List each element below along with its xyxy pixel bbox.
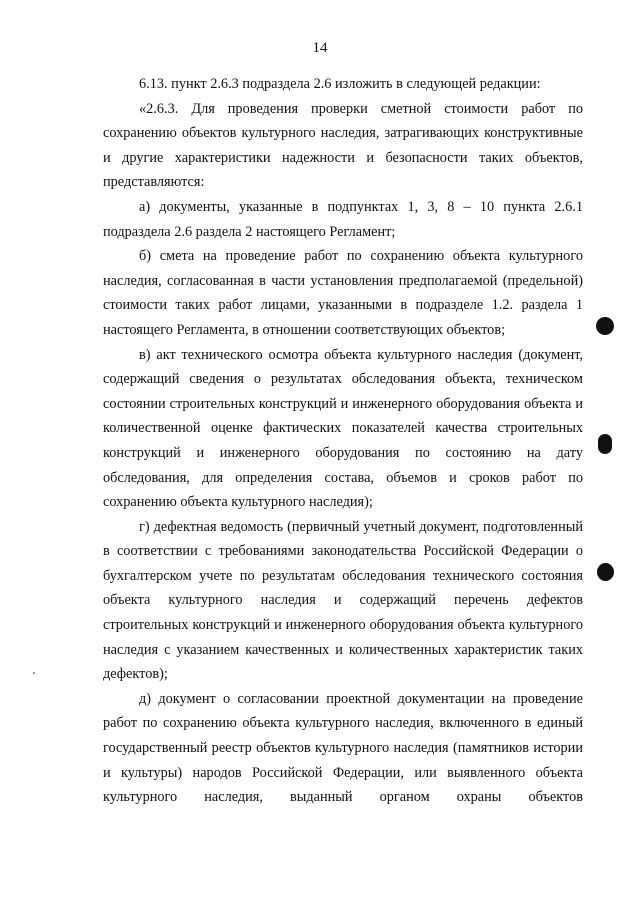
- binder-hole-middle: [598, 434, 612, 454]
- paragraph-item-g: г) дефектная ведомость (первичный учетный документ, подготовленный в соответствии с требованиями законодательства Российской Федерации о бухгалтерском учете по результатам обследования технического состояния объекта культурного наследия и содержащий перечень дефектов строительных конструкций и инженерного оборудования объекта культурного наследия с указанием качественных и количественных характеристик таких дефектов);: [103, 518, 583, 683]
- document-body: [103, 72, 583, 810]
- paragraph-item-a: а) документы, указанные в подпунктах 1, 3, 8 – 10 пункта 2.6.1 подраздела 2.6 раздела 2 настоящего Регламент;: [103, 198, 583, 240]
- paragraph-2-6-3: «2.6.3. Для проведения проверки сметной стоимости работ по сохранению объектов культурного наследия, затрагивающих конструктивные и другие характеристики надежности и безопасности таких объектов, представляются:: [103, 100, 583, 191]
- binder-hole-bottom: [597, 563, 614, 581]
- page-number: 14: [312, 40, 328, 56]
- paragraph-item-v: в) акт технического осмотра объекта культурного наследия (документ, содержащий сведения о результатах обследования объекта, техническом состоянии строительных конструкций и инженерного оборудования объекта и количественной оценке фактических показателей качества строительных конструкций и инженерного оборудования по состоянию на дату обследования, для определения состава, объемов и сроков работ по сохранению объекта культурного наследия);: [103, 346, 583, 511]
- paragraph-item-d: д) документ о согласовании проектной документации на проведение работ по сохранению объекта культурного наследия, включенного в единый государственный реестр объектов культурного наследия (памятников истории и культуры) народов Российской Федерации, или выявленного объекта культурного наследия, выданный органом охраны объектов: [103, 690, 583, 806]
- binder-hole-top: [596, 317, 614, 335]
- paragraph-amendment-intro: 6.13. пункт 2.6.3 подраздела 2.6 изложить в следующей редакции:: [139, 76, 541, 92]
- scan-speck: [33, 672, 35, 674]
- paragraph-item-b: б) смета на проведение работ по сохранению объекта культурного наследия, согласованная в части установления предполагаемой (предельной) стоимости таких работ лицами, указанными в подразделе 1.2. раздела 1 настоящего Регламента, в отношении соответствующих объектов;: [103, 248, 583, 338]
